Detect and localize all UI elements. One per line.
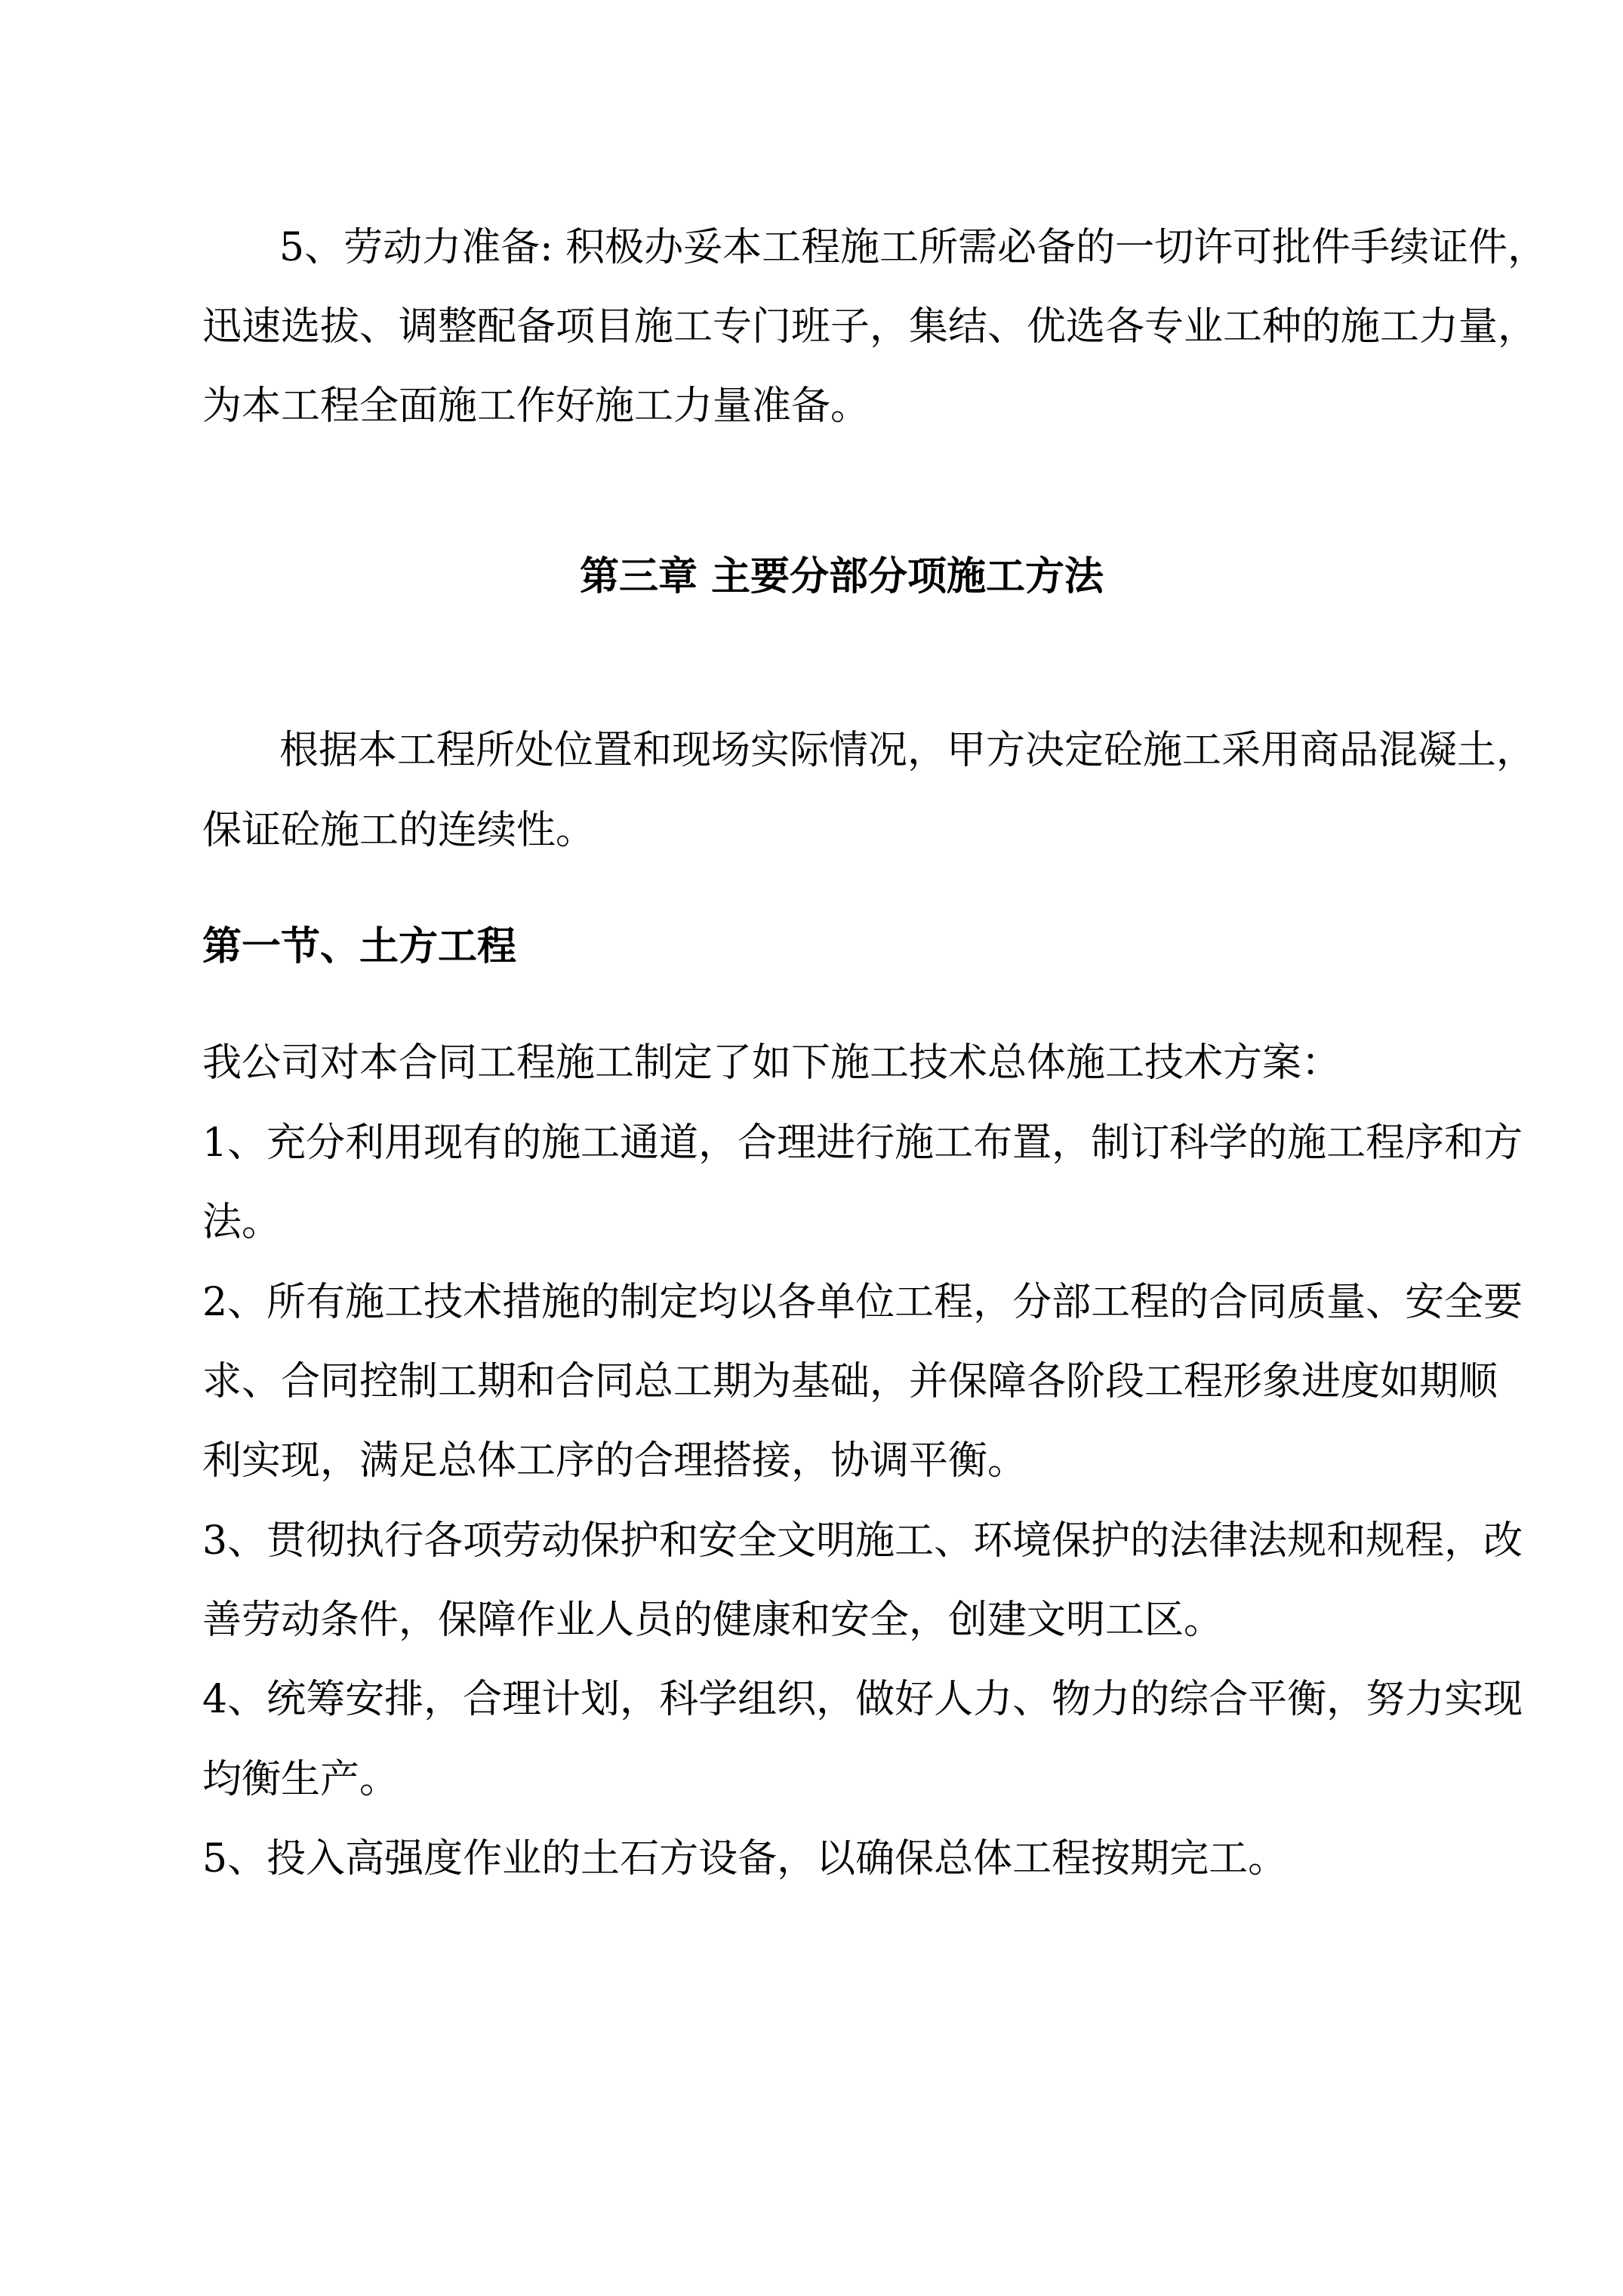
item-5-line-1: 5、投入高强度作业的土石方设备，以确保总体工程按期完工。 (202, 1836, 1288, 1881)
labor-prep-line-3: 为本工程全面施工作好施工力量准备。 (202, 384, 870, 429)
section-title: 第一节、土方工程 (202, 923, 517, 969)
item-2-line-2: 求、合同控制工期和合同总工期为基础，并保障各阶段工程形象进度如期顺 (202, 1359, 1498, 1404)
item-1-line-1: 1、充分利用现有的施工通道，合理进行施工布置，制订科学的施工程序和方 (202, 1120, 1523, 1166)
labor-prep-line-2: 迅速选拔、调整配备项目施工专门班子，集结、优选各专业工种的施工力量， (202, 304, 1538, 350)
section-intro: 我公司对本合同工程施工制定了如下施工技术总体施工技术方案： (202, 1040, 1341, 1086)
item-4-line-1: 4、统筹安排，合理计划，科学组织，做好人力、物力的综合平衡，努力实现 (202, 1677, 1523, 1722)
item-1-line-2: 法。 (202, 1200, 282, 1245)
item-2-line-3: 利实现，满足总体工序的合理搭接，协调平衡。 (202, 1438, 1027, 1484)
intro-line-1: 根据本工程所处位置和现场实际情况，甲方决定砼施工采用商品混凝土， (279, 728, 1536, 773)
item-2-line-1: 2、所有施工技术措施的制定均以各单位工程，分部工程的合同质量、安全要 (202, 1280, 1523, 1325)
item-4-line-2: 均衡生产。 (202, 1757, 399, 1802)
item-3-line-2: 善劳动条件，保障作业人员的健康和安全，创建文明工区。 (202, 1598, 1224, 1643)
chapter-title: 第三章 主要分部分项施工方法 (579, 553, 1104, 599)
intro-line-2: 保证砼施工的连续性。 (202, 808, 596, 853)
labor-prep-line-1: 5、劳动力准备: 积极办妥本工程施工所需必备的一切许可批件手续证件， (279, 225, 1548, 270)
item-3-line-1: 3、贯彻执行各项劳动保护和安全文明施工、环境保护的法律法规和规程，改 (202, 1518, 1523, 1564)
